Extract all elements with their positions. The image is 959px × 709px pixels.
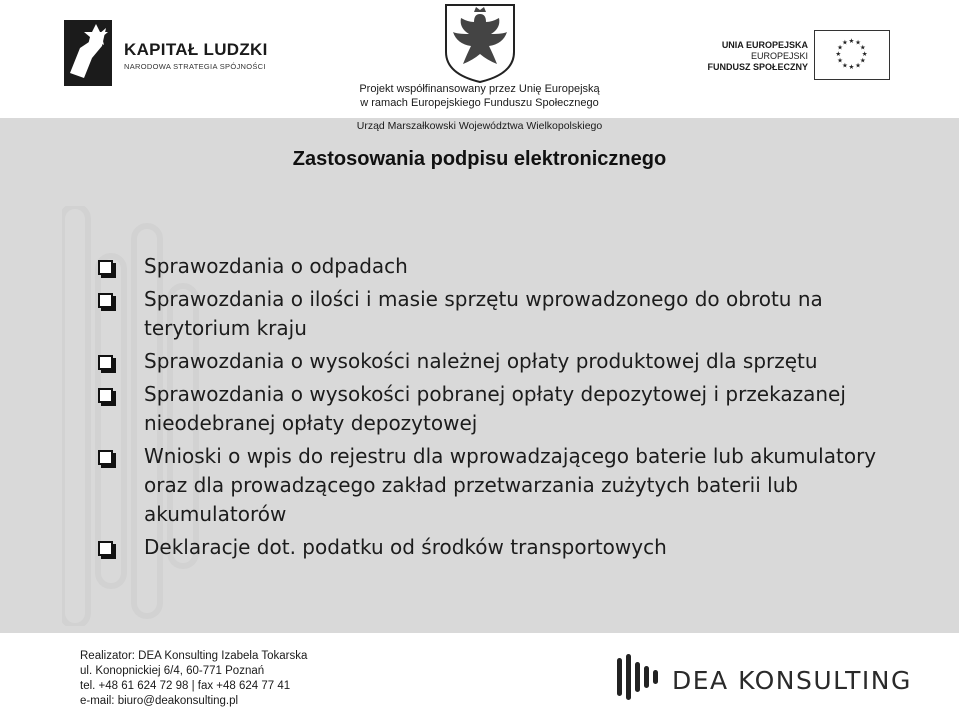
eu-star-icon: ★ xyxy=(837,57,844,65)
footer xyxy=(0,633,959,709)
eu-star-icon: ★ xyxy=(848,37,855,45)
contact-line-4: e-mail: biuro@deakonsulting.pl xyxy=(80,695,239,707)
kapital-ludzki-title: KAPITAŁ LUDZKI xyxy=(124,40,268,59)
eu-fund-text xyxy=(700,40,808,73)
list-item xyxy=(98,347,918,376)
bullet-list xyxy=(98,252,918,566)
contact-line-2: ul. Konopnickiej 6/4, 60-771 Poznań xyxy=(80,665,265,677)
checkbox-bullet-icon xyxy=(98,260,113,275)
eu-star-icon: ★ xyxy=(841,62,848,70)
list-item-text: Sprawozdania o wysokości należnej opłaty produktowej dla sprzętu xyxy=(144,349,818,373)
checkbox-bullet-icon xyxy=(98,450,113,465)
eu-star-icon: ★ xyxy=(855,39,862,47)
contact-info xyxy=(80,649,307,709)
slide-title: Zastosowania podpisu elektronicznego xyxy=(292,148,667,170)
header xyxy=(0,0,959,118)
list-item xyxy=(98,442,918,529)
project-line-1: Projekt współfinansowany przez Unię Europejską xyxy=(359,83,600,95)
project-info xyxy=(0,82,959,110)
office-name: Urząd Marszałkowski Województwa Wielkopolskiego xyxy=(356,120,603,132)
eu-star-icon: ★ xyxy=(855,62,862,70)
list-item xyxy=(98,380,918,438)
eu-star-icon: ★ xyxy=(861,50,868,58)
list-item-text: Deklaracje dot. podatku od środków transportowych xyxy=(144,535,667,559)
list-item-text: Wnioski o wpis do rejestru dla wprowadzającego baterie lub akumulatory oraz dla prowadzącego zakład przetwarzania zużytych baterii lub akumulatorów xyxy=(144,444,877,526)
eu-flag-icon xyxy=(814,30,890,80)
list-item xyxy=(98,533,918,562)
eu-line-2: EUROPEJSKI xyxy=(750,51,808,61)
checkbox-bullet-icon xyxy=(98,293,113,308)
eu-line-3: FUNDUSZ SPOŁECZNY xyxy=(707,62,808,72)
eu-star-icon: ★ xyxy=(835,50,842,58)
eu-star-icon: ★ xyxy=(859,57,866,65)
list-item xyxy=(98,252,918,281)
eu-star-icon: ★ xyxy=(841,39,848,47)
list-item-text: Sprawozdania o wysokości pobranej opłaty depozytowej i przekazanej nieodebranej opłaty depozytowej xyxy=(144,382,846,435)
eu-star-icon: ★ xyxy=(859,44,866,52)
contact-line-3: tel. +48 61 624 72 98 | fax +48 624 77 41 xyxy=(80,680,291,692)
dea-logo-icon xyxy=(615,654,661,700)
kapital-ludzki-subtitle: NARODOWA STRATEGIA SPÓJNOŚCI xyxy=(124,62,266,71)
polish-eagle-icon xyxy=(443,2,517,84)
eu-star-icon: ★ xyxy=(837,44,844,52)
slide-content xyxy=(0,118,959,633)
list-item xyxy=(98,285,918,343)
list-item-text: Sprawozdania o ilości i masie sprzętu wprowadzonego do obrotu na terytorium kraju xyxy=(144,287,823,340)
checkbox-bullet-icon xyxy=(98,541,113,556)
project-line-2: w ramach Europejskiego Funduszu Społecznego xyxy=(360,97,599,109)
checkbox-bullet-icon xyxy=(98,355,113,370)
contact-line-1: Realizator: DEA Konsulting Izabela Tokarska xyxy=(80,650,308,662)
checkbox-bullet-icon xyxy=(98,388,113,403)
list-item-text: Sprawozdania o odpadach xyxy=(144,254,408,278)
eu-star-icon: ★ xyxy=(848,64,855,72)
eu-line-1: UNIA EUROPEJSKA xyxy=(721,40,808,50)
company-name: DEA KONSULTING xyxy=(672,666,912,695)
